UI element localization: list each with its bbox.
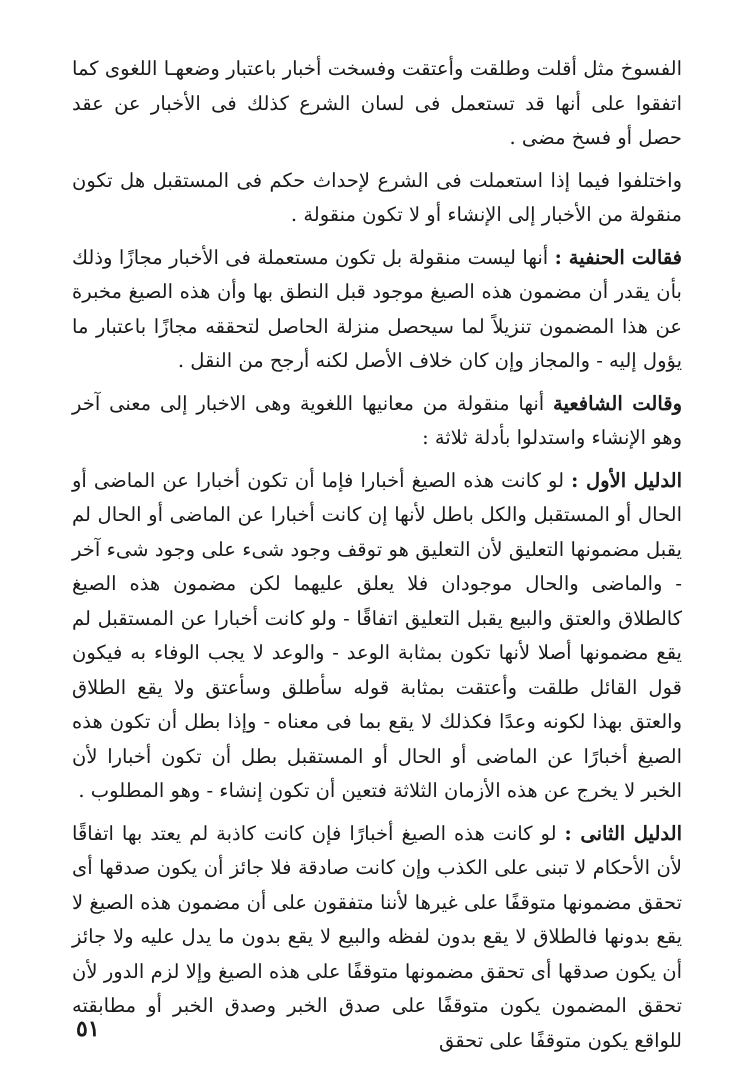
paragraph-second-proof [72,817,682,1059]
paragraph-hanafi-lead: فقالت الحنفية : [554,245,683,269]
paragraph-second-proof-text: لو كانت هذه الصيغ أخبارًا فإن كانت كاذبة لم يعتد بها اتفاقًا لأن الأحكام لا تبنى على الكذب وإن كانت صادقة فلا جائز أن يكون صدقها أى تحقق مضمونها متوقفًا على غيرها لأننا متفقون على أن مضمون هذه الصيغ لا يقع بدونها فالطلاق لا يقع بدون لفظه والبيع لا يقع بدون ما يدل عليه ولا جائز أن يكون صدقها أى تحقق مضمونها متوقفًا على هذه الصيغ وإلا لزم الدور لأن تحقق المضمون يكون متوقفًا على صدق الخبر وصدق الخبر أو مطابقته للواقع يكون متوقفًا على تحقق [72,821,682,1052]
paragraph-2 [72,164,682,233]
paragraph-shafii-text: أنها منقولة من معانيها اللغوية وهى الاخبار إلى معنى آخر وهو الإنشاء واستدلوا بأدلة ثلاثة : [72,391,682,449]
document-body [72,52,682,1066]
paragraph-1 [72,52,682,156]
paragraph-2-text: واختلفوا فيما إذا استعملت فى الشرع لإحداث حكم فى المستقبل هل تكون منقولة من الأخبار إلى الإنشاء أو لا تكون منقولة . [72,168,682,226]
paragraph-first-proof [72,464,682,809]
paragraph-shafii [72,387,682,456]
paragraph-first-proof-text: لو كانت هذه الصيغ أخبارا فإما أن تكون أخبارا عن الماضى أو الحال أو المستقبل والكل باطل لأنها إن كانت أخبارا عن الماضى أو الحال لم يقبل مضمونها التعليق لأن التعليق هو توقف وجود شىء على وجود شىء آخر - والماضى والحال موجودان فلا يعلق عليهما لكن مضمون هذه الصيغ كالطلاق والعتق والبيع يقبل التعليق اتفاقًا - ولو كانت أخبارا عن المستقبل لم يقع مضمونها أصلا لأنها تكون بمثابة الوعد - والوعد لا يجب الوفاء به فيكون قول القائل طلقت وأعتقت بمثابة قوله سأطلق وسأعتق ولا يقع الطلاق والعتق بهذا لكونه وعدًا فكذلك لا يقع بما فى معناه - وإذا بطل أن تكون هذه الصيغ أخبارًا عن الماضى أو الحال أو المستقبل بطل أن تكون أخبارا لأن الخبر لا يخرج عن هذه الأزمان الثلاثة فتعين أن تكون إنشاء - وهو المطلوب . [72,468,682,802]
paragraph-second-proof-lead: الدليل الثانى : [564,821,682,845]
paragraph-shafii-lead: وقالت الشافعية [553,391,683,415]
paragraph-hanafi [72,241,682,379]
paragraph-1-text: الفسوخ مثل أقلت وطلقت وأعتقت وفسخت أخبار باعتبار وضعهـا اللغوى كما اتفقوا على أنها قد تستعمل فى لسان الشرع كذلك فى الأخبار عن عقد حصل أو فسخ مضى . [72,57,682,149]
paragraph-hanafi-text: أنها ليست منقولة بل تكون مستعملة فى الأخبار مجازًا وذلك بأن يقدر أن مضمون هذه الصيغ موجود قبل النطق بها وأن هذه الصيغ مخبرة عن هذا المضمون تنزيلاً لما سيحصل منزلة الحاصل لتحققه مجازًا باعتبار ما يؤول إليه - والمجاز وإن كان خلاف الأصل لكنه أرجح من النقل . [72,245,682,372]
page-number: ٥١ [76,1016,100,1042]
paragraph-first-proof-lead: الدليل الأول : [571,468,682,492]
